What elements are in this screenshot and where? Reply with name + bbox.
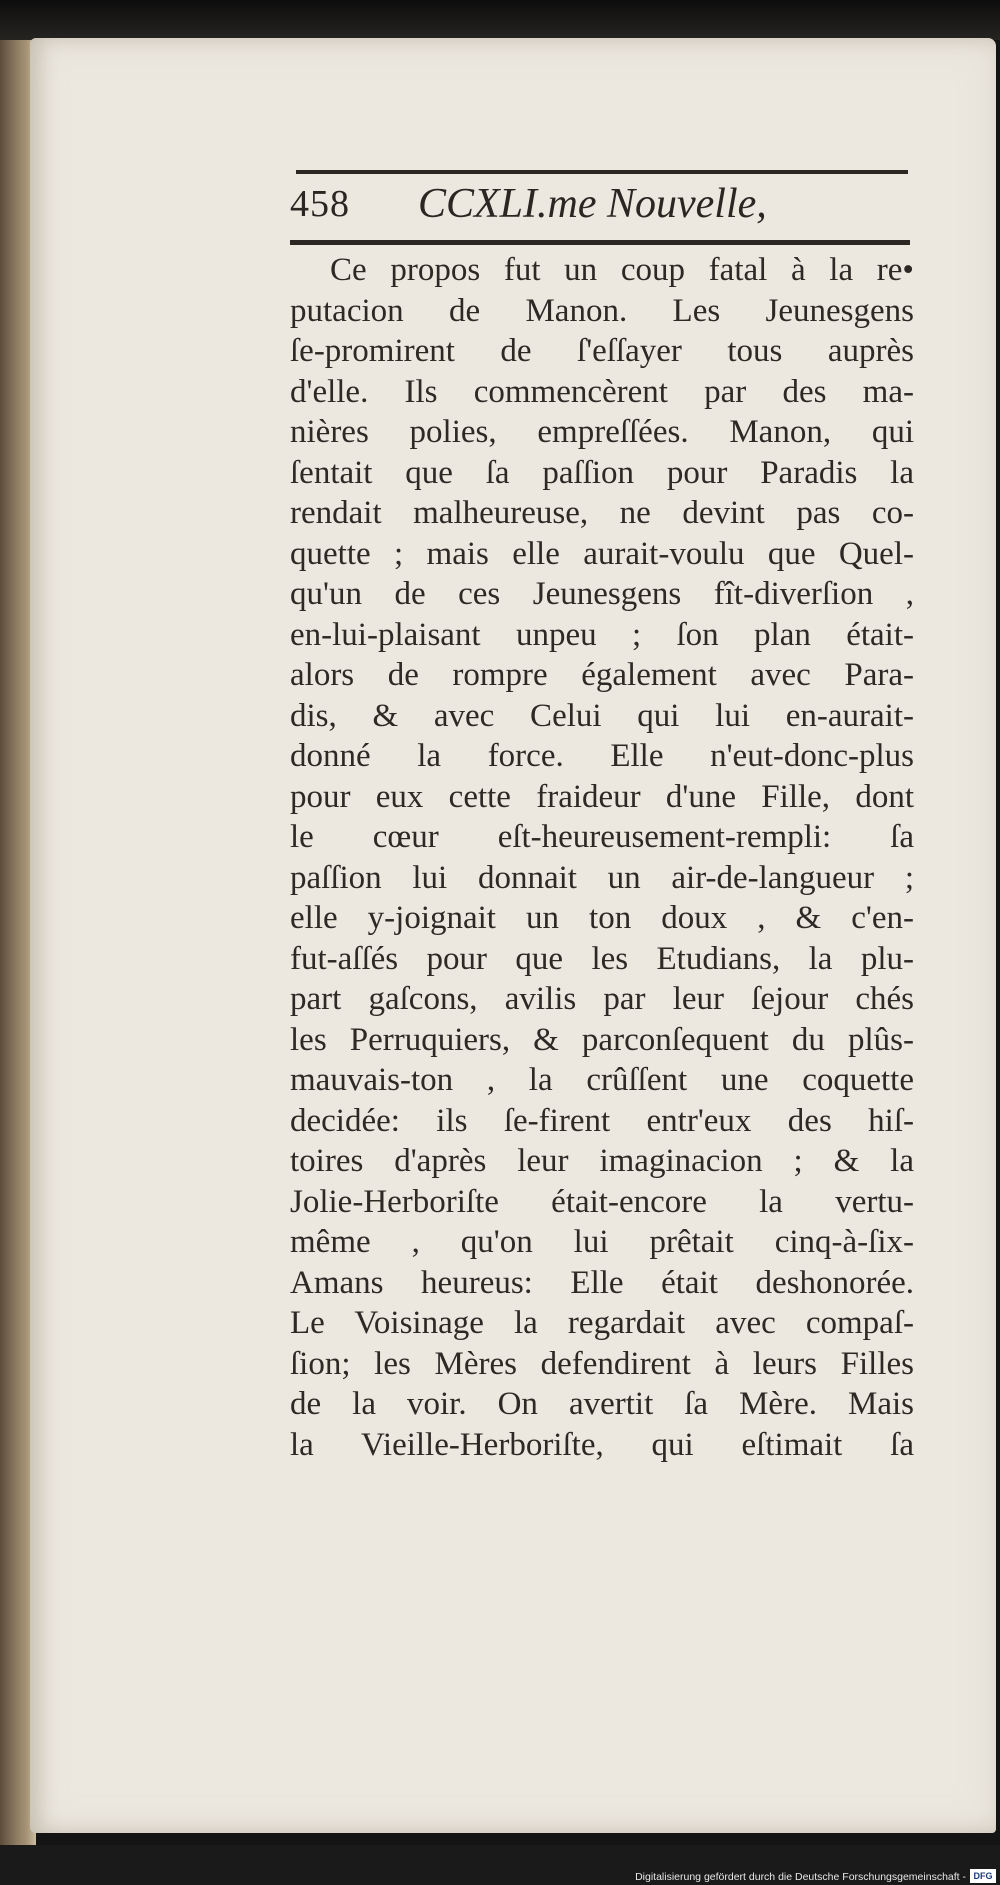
- text-line: decidée: ils ſe-firent entr'eux des hiſ-: [290, 1102, 914, 1139]
- text-line: Le Voisinage la regardait avec compaſ-: [290, 1305, 914, 1341]
- text-line: ſion; les Mères defendirent à leurs Filles: [290, 1345, 914, 1382]
- running-head: [290, 178, 910, 238]
- text-line: part gaſcons, avilis par leur ſejour chés: [290, 981, 914, 1017]
- text-line: elle y-joignait un ton doux , & c'en-: [290, 900, 914, 936]
- running-title: CCXLI.me Nouvelle,: [418, 181, 767, 227]
- text-line: d'elle. Ils commencèrent par des ma-: [290, 373, 914, 410]
- page-number: 458: [290, 183, 350, 225]
- text-line: donné la force. Elle n'eut-donc-plus: [290, 738, 914, 774]
- text-line: mauvais-ton , la crûſſent une coquette: [290, 1062, 914, 1098]
- text-line: Ce propos fut un coup fatal à la re•: [330, 252, 914, 288]
- dfg-logo: DFG: [970, 1869, 996, 1883]
- scan-background-top: [0, 0, 1000, 40]
- text-line: la Vieille-Herboriſte, qui eſtimait ſa: [290, 1426, 914, 1463]
- text-line: de la voir. On avertit ſa Mère. Mais: [290, 1386, 914, 1422]
- text-line: paſſion lui donnait un air-de-langueur ;: [290, 859, 914, 896]
- text-line: le cœur eſt-heureusement-rempli: ſa: [290, 819, 914, 855]
- text-line: ſentait que ſa paſſion pour Paradis la: [290, 454, 914, 491]
- text-line: toires d'après leur imaginacion ; & la: [290, 1143, 914, 1179]
- header-rule-bottom: [290, 240, 910, 245]
- text-line: putacion de Manon. Les Jeunesgens: [290, 292, 914, 329]
- digitization-credit: Digitalisierung gefördert durch die Deutsche Forschungsgemeinschaft -: [635, 1871, 966, 1883]
- header-rule-top: [296, 170, 908, 174]
- text-line: pour eux cette fraideur d'une Fille, dont: [290, 778, 914, 815]
- text-line: Amans heureus: Elle était deshonorée.: [290, 1264, 914, 1301]
- text-line: fut-aſſés pour que les Etudians, la plu-: [290, 940, 914, 977]
- text-line: ſe-promirent de ſ'eſſayer tous auprès: [290, 333, 914, 369]
- text-line: qu'un de ces Jeunesgens fît-diverſion ,: [290, 576, 914, 612]
- text-line: Jolie-Herboriſte était-encore la vertu-: [290, 1183, 914, 1220]
- text-line: en-lui-plaisant unpeu ; ſon plan était-: [290, 616, 914, 653]
- text-line: dis, & avec Celui qui lui en-aurait-: [290, 697, 914, 734]
- text-line: même , qu'on lui prêtait cinq-à-ſix-: [290, 1224, 914, 1260]
- text-line: rendait malheureuse, ne devint pas co-: [290, 495, 914, 531]
- body-text: [290, 250, 914, 1465]
- text-line: alors de rompre également avec Para-: [290, 657, 914, 693]
- text-line: quette ; mais elle aurait-voulu que Quel-: [290, 535, 914, 572]
- text-line: nières polies, empreſſées. Manon, qui: [290, 414, 914, 450]
- text-line: les Perruquiers, & parconſequent du plûs-: [290, 1021, 914, 1058]
